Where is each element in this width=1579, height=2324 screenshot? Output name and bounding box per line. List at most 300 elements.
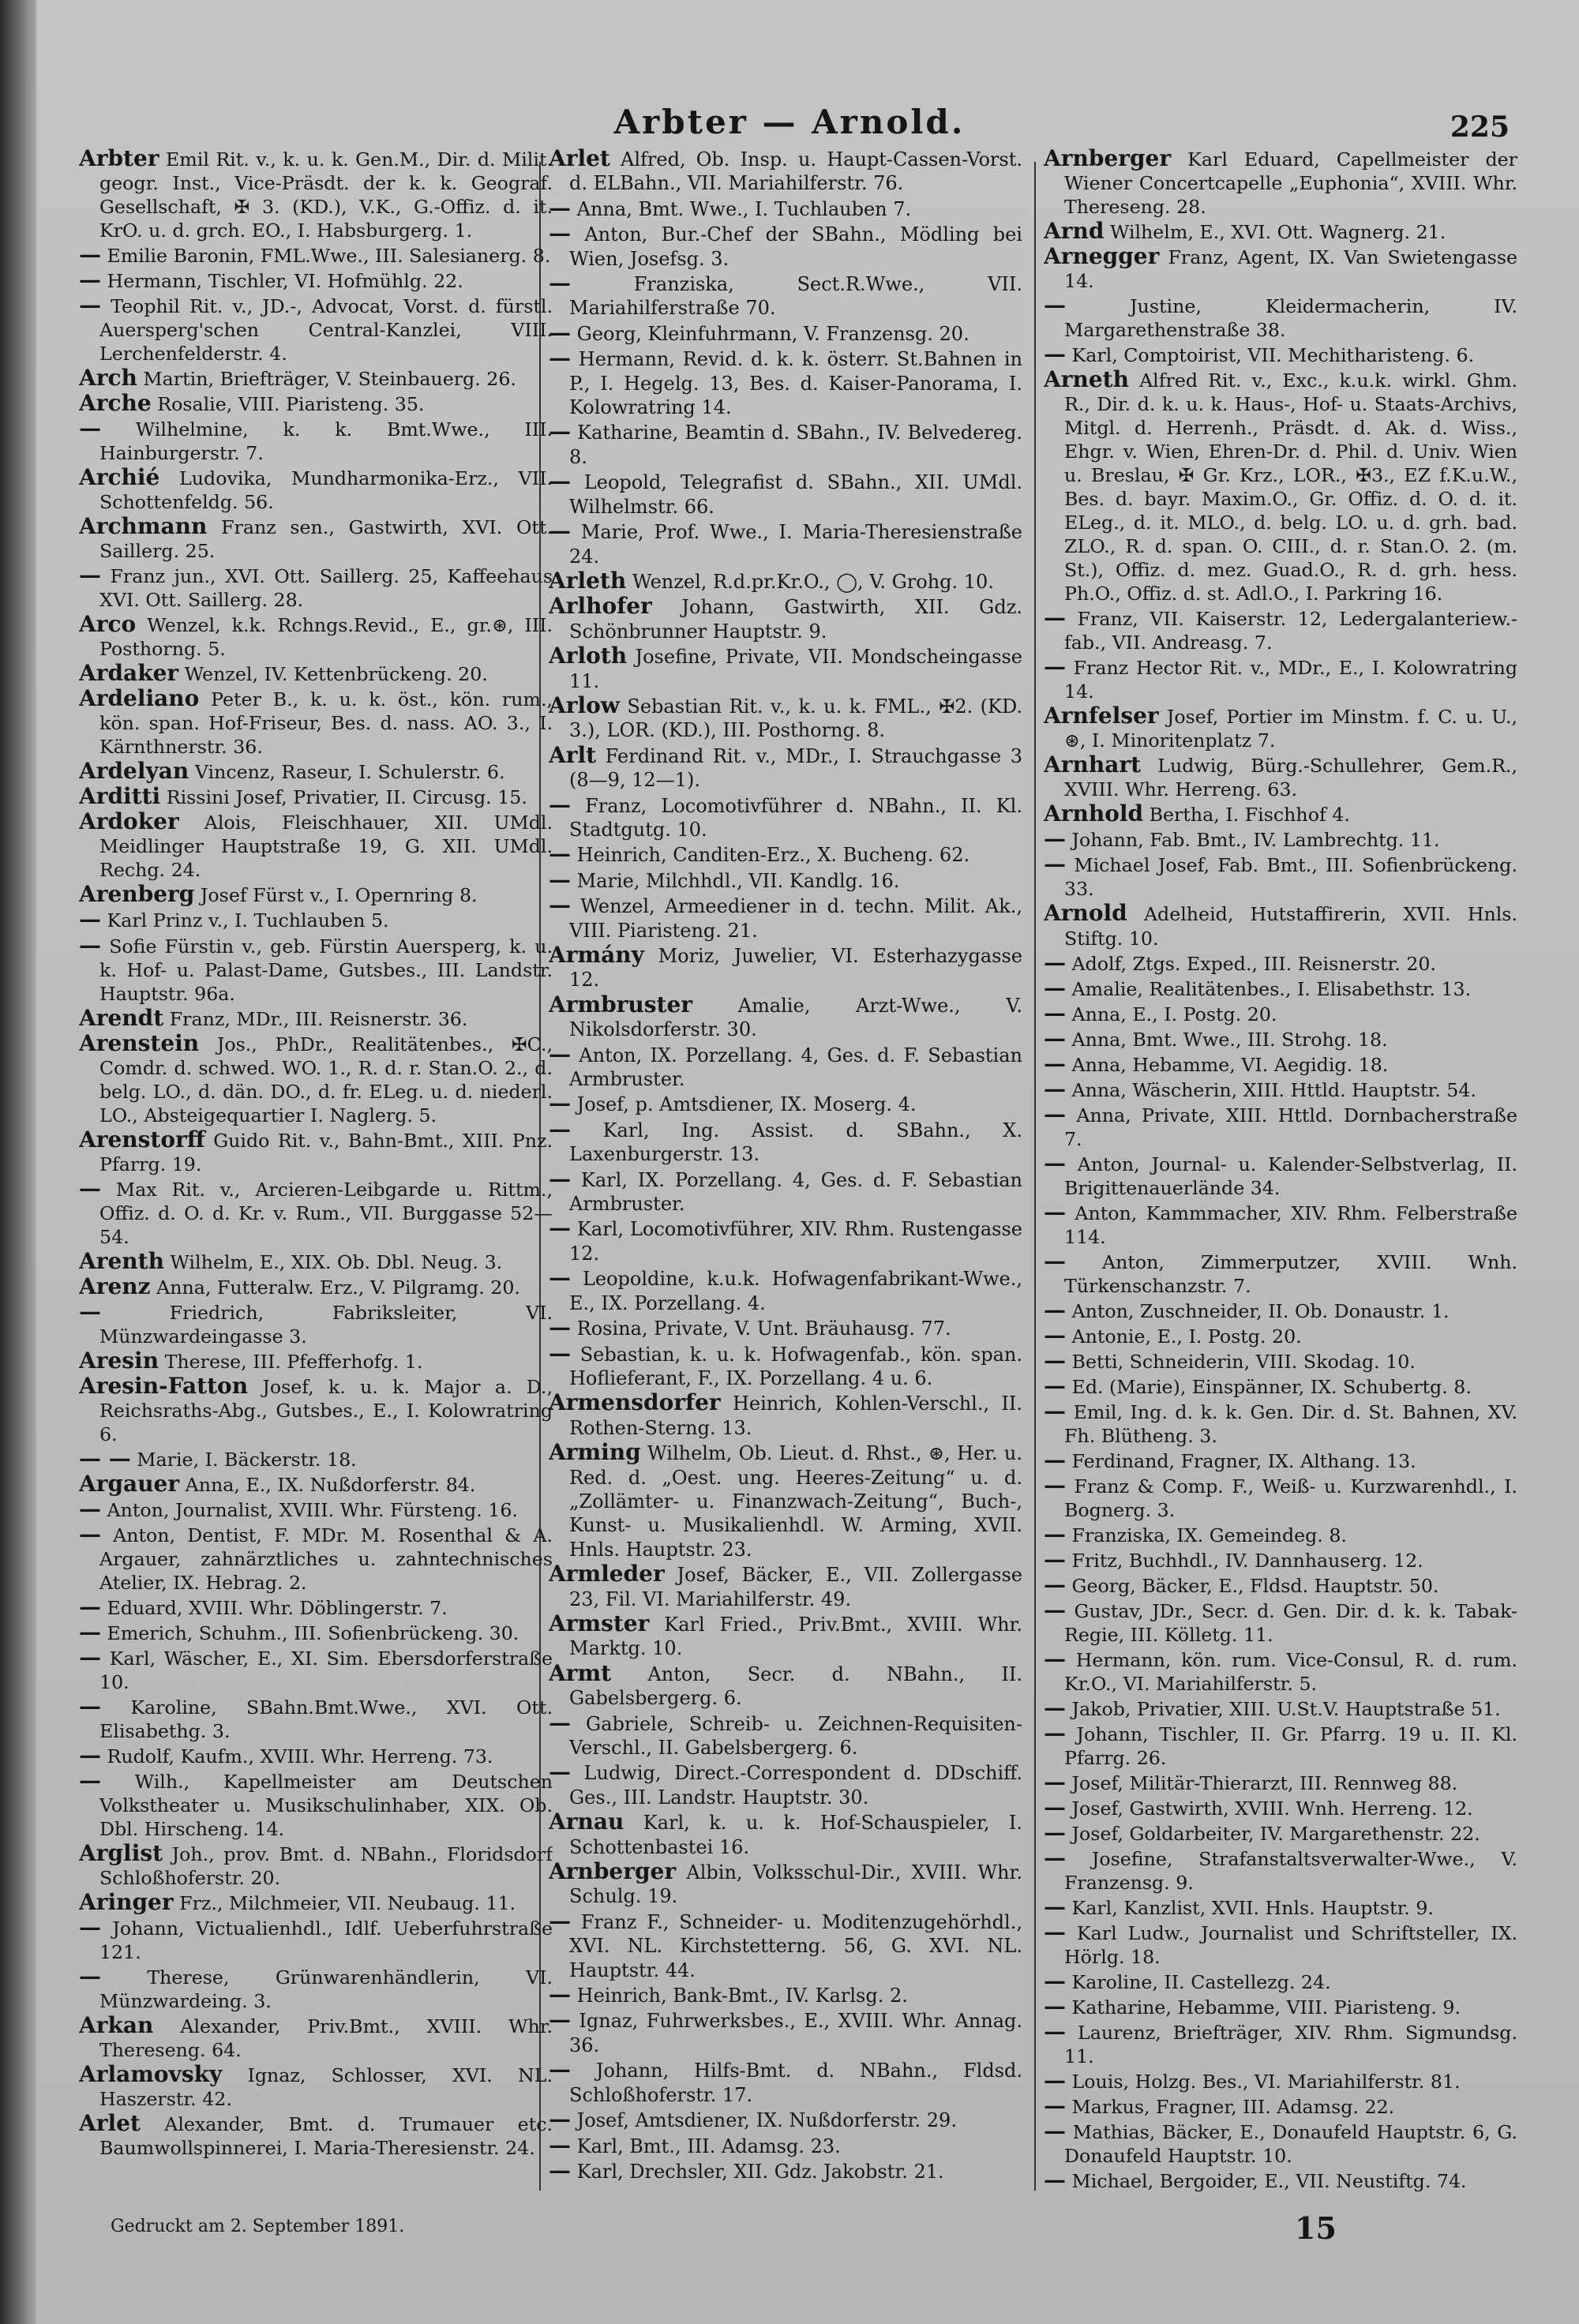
entry-details: Josefine, Strafanstaltsverwalter-Wwe., V. Franzensg. 9. [1064, 1848, 1517, 1895]
entry-surname: — [1044, 1894, 1066, 1921]
entry-surname: — [549, 1165, 571, 1192]
directory-entry [1044, 1895, 1517, 1920]
entry-surname: — [1044, 1347, 1066, 1374]
entry-details: Johann, Fab. Bmt., IV. Lambrechtg. 11. [1071, 829, 1440, 852]
entry-surname: — [79, 1298, 101, 1325]
directory-entry [79, 1595, 553, 1620]
directory-entry [549, 993, 1022, 1042]
entry-details: Josef, Amtsdiener, IX. Nußdorferstr. 29. [576, 2109, 957, 2132]
entry-details: Karl Eduard, Capellmeister der Wiener Concertcapelle „Euphonia“, XVIII. Whr. Thereseng. 28. [1064, 148, 1517, 219]
entry-details: Franz, VII. Kaiserstr. 12, Ledergalanteriew.-fab., VII. Andreasg. 7. [1064, 608, 1517, 654]
entry-surname: Ardeliano [79, 685, 200, 712]
directory-entry [79, 2014, 553, 2062]
directory-entry [1044, 1548, 1517, 1572]
directory-entry [549, 694, 1022, 743]
entry-details: Rudolf, Kaufm., XVIII. Whr. Herreng. 73. [107, 1745, 493, 1768]
directory-entry [1044, 1821, 1517, 1846]
directory-entry [549, 793, 1022, 842]
book-spine-shadow [0, 0, 36, 2324]
directory-entry [79, 1275, 553, 1299]
directory-entry [1044, 147, 1517, 219]
directory-entry [79, 810, 553, 882]
entry-surname: Arkan [79, 2012, 154, 2039]
entry-details: Ludwig, Direct.-Correspondent d. DDschiff. Ges., III. Landstr. Hauptstr. 30. [569, 1762, 1022, 1809]
entry-details: Karl Ludw., Journalist und Schriftsteller, IX. Hörlg. 18. [1064, 1922, 1517, 1969]
directory-entry [79, 515, 553, 563]
entry-details: Anton, Zuschneider, II. Ob. Donaustr. 1. [1071, 1299, 1450, 1322]
directory-entry [549, 1711, 1022, 1760]
directory-entry [549, 868, 1022, 893]
directory-entry [549, 420, 1022, 469]
directory-entry [549, 194, 1022, 221]
directory-entry [1044, 1647, 1517, 1696]
entry-surname: — [1044, 1075, 1066, 1102]
entry-details: Max Rit. v., Arcieren-Leibgarde u. Rittm., Offiz. d. O. d. Kr. v. Rum., VII. Burggasse 52—54. [99, 1178, 553, 1248]
directory-entry [549, 894, 1022, 943]
entry-details: Anton, Kammmacher, XIV. Rhm. Felberstraße 114. [1064, 1201, 1517, 1248]
entry-details: Franz, MDr., III. Reisnerstr. 36. [169, 1007, 468, 1030]
entry-surname: — [79, 292, 101, 319]
directory-entry [1044, 901, 1517, 950]
directory-entry [1044, 1921, 1517, 1969]
entry-surname: Arglist [79, 1840, 163, 1867]
entry-surname: — [549, 2157, 571, 2183]
entry-details: Emilie Baronin, FML.Wwe., III. Salesianerg. 8. [107, 245, 551, 268]
entry-details: Gabriele, Schreib- u. Zeichnen-Requisiten-Verschl., II. Gabelsbergerg. 6. [569, 1712, 1022, 1759]
entry-details: Wenzel, k.k. Rchngs.Revid., E., gr.⊛, III. Posthorng. 5. [99, 614, 553, 661]
directory-entry [549, 1342, 1022, 1391]
entry-surname: Arche [79, 390, 152, 417]
directory-entry [79, 1769, 553, 1841]
entry-surname: Arneth [1044, 366, 1129, 393]
entry-details: Anton, Bur.-Chef der SBahn., Mödling bei Wien, Josefsg. 3. [569, 223, 1022, 270]
directory-entry [1044, 655, 1517, 703]
directory-entry [79, 1965, 553, 2013]
entry-details: Josef, Militär-Thierarzt, III. Rennweg 88. [1071, 1772, 1458, 1795]
entry-surname: Armt [549, 1659, 612, 1686]
entry-details: Jakob, Privatier, XIII. U.St.V. Hauptstraße 51. [1071, 1697, 1501, 1720]
entry-details: Heinrich, Canditen-Erz., X. Bucheng. 62. [576, 844, 970, 867]
entry-surname: — [79, 1520, 101, 1547]
entry-details: Ferdinand Rit. v., MDr., I. Strauchgasse 3 (8—9, 12—1). [569, 744, 1022, 792]
entry-surname: — [1044, 1571, 1066, 1598]
entry-details: Anton, Journal- u. Kalender-Selbstverlag, II. Brigittenauerlände 34. [1064, 1153, 1517, 1199]
entry-surname: Arbter [79, 147, 159, 171]
directory-entry [79, 785, 553, 809]
entry-details: Franz F., Schneider- u. Moditenzugehörhdl., XVI. NL. Kirchstetterng. 56, G. XVI. NL. Hauptstr. 44. [569, 1910, 1022, 1981]
entry-details: Franz Hector Rit. v., MDr., E., I. Kolowratring 14. [1064, 657, 1517, 703]
entry-details: Wilhelm, E., XIX. Ob. Dbl. Neug. 3. [170, 1250, 503, 1273]
directory-entry [79, 1006, 553, 1031]
entry-details: Moriz, Juwelier, VI. Esterhazygasse 12. [569, 945, 1022, 991]
directory-entry [79, 1374, 553, 1446]
directory-entry [1044, 951, 1517, 976]
directory-entry [549, 519, 1022, 568]
entry-surname: — [549, 1115, 571, 1142]
entry-details: Eduard, XVIII. Whr. Döblingerstr. 7. [107, 1596, 448, 1619]
entry-details: Franz & Comp. F., Weiß- u. Kurzwarenhdl., I. Bognerg. 3. [1064, 1475, 1517, 1521]
entry-surname: — [549, 1040, 571, 1067]
entry-details: Josef Fürst v., I. Opernring 8. [200, 884, 478, 907]
entry-details: Sebastian, k. u. k. Hofwagenfab., kön. span. Hoflieferant, F., IX. Porzellang. 4 u. 6. [569, 1343, 1022, 1389]
entry-details: Antonie, E., I. Postg. 20. [1071, 1325, 1302, 1348]
entry-surname: — [79, 931, 101, 958]
entry-surname: Aresin-Fatton [79, 1372, 249, 1399]
entry-details: Peter B., k. u. k. öst., kön. rum., kön. span. Hof-Friseur, Bes. d. nass. AO. 3., I. Kärnthnerstr. 36. [99, 688, 553, 759]
entry-details: Franziska, IX. Gemeindeg. 8. [1071, 1524, 1347, 1546]
entry-surname: — [1044, 341, 1066, 368]
entry-surname: — — [79, 1445, 131, 1471]
entry-details: Vincenz, Raseur, I. Schulerstr. 6. [194, 761, 505, 784]
directory-entry [549, 1659, 1022, 1711]
directory-entry [549, 1092, 1022, 1116]
entry-details: Emerich, Schuhm., III. Sofienbrückeng. 30. [107, 1621, 519, 1644]
entry-surname: Argauer [79, 1470, 180, 1497]
entry-surname: Arditti [79, 783, 161, 810]
directory-entry [549, 569, 1022, 594]
entry-surname: — [1044, 2118, 1066, 2145]
directory-column-2 [549, 147, 1022, 2207]
entry-details: Ludovika, Mundharmonika-Erz., VII. Schottenfeldg. 56. [99, 467, 553, 514]
entry-surname: Arnhold [1044, 800, 1144, 827]
entry-details: Joh., prov. Bmt. d. NBahn., Floridsdorf Schloßhoferstr. 20. [99, 1843, 553, 1890]
page-number: 225 [1450, 111, 1510, 144]
directory-entry [1044, 2020, 1517, 2068]
directory-column-1 [79, 147, 553, 2207]
entry-surname: Aresin [79, 1347, 159, 1374]
entry-surname: — [549, 2106, 571, 2133]
directory-entry [549, 1983, 1022, 2007]
directory-entry [1044, 2094, 1517, 2119]
directory-entry [549, 1810, 1022, 1859]
entry-surname: — [1044, 1296, 1066, 1323]
directory-entry [549, 1115, 1022, 1167]
entry-surname: — [79, 1692, 101, 1719]
entry-surname: — [549, 1215, 571, 1242]
entry-surname: — [1044, 1919, 1066, 1946]
entry-surname: — [1044, 2067, 1066, 2094]
entry-details: Karl, Locomotivführer, XIV. Rhm. Rustengasse 12. [569, 1218, 1022, 1265]
entry-details: Emil, Ing. d. k. k. Gen. Dir. d. St. Bahnen, XV. Fh. Blütheng. 3. [1064, 1400, 1517, 1447]
directory-entry [549, 741, 1022, 793]
entry-details: Leopold, Telegrafist d. SBahn., XII. UMdl. Wilhelmstr. 66. [569, 471, 1022, 518]
entry-details: Michael Josef, Fab. Bmt., III. Sofienbrückeng. 33. [1064, 854, 1517, 901]
entry-details: Anna, Private, XIII. Httld. Dornbacherstraße 7. [1064, 1104, 1517, 1150]
entry-details: Adelheid, Hutstaffirerin, XVII. Hnls. Stiftg. 10. [1064, 903, 1517, 950]
directory-entry [79, 466, 553, 514]
entry-surname: Arenstorff [79, 1126, 205, 1153]
directory-entry [549, 1612, 1022, 1661]
directory-entry [549, 644, 1022, 693]
entry-details: Michael, Bergoider, E., VII. Neustiftg. 74. [1071, 2170, 1467, 2193]
entry-surname: — [1044, 1471, 1066, 1498]
entry-surname: Arming [549, 1439, 641, 1466]
directory-entry [1044, 1052, 1517, 1077]
directory-entry [549, 1165, 1022, 1216]
directory-entry [1044, 245, 1517, 293]
entry-surname: Armster [549, 1610, 650, 1636]
directory-entry [79, 1744, 553, 1768]
entry-surname: — [1044, 1397, 1066, 1424]
directory-entry [1044, 343, 1517, 367]
entry-surname: — [1044, 2019, 1066, 2045]
entry-details: Marie, Milchhdl., VII. Kandlg. 16. [576, 869, 900, 892]
entry-surname: — [1044, 1845, 1066, 1872]
entry-details: Johann, Tischler, II. Gr. Pfarrg. 19 u. II. Kl. Pfarrg. 26. [1064, 1723, 1517, 1770]
directory-entry [549, 1316, 1022, 1340]
entry-details: Josef, Bäcker, E., VII. Zollergasse 23, Fil. VI. Mariahilferstr. 49. [569, 1564, 1022, 1610]
entry-surname: — [1044, 1520, 1066, 1547]
entry-surname: — [549, 2007, 571, 2034]
directory-entry [1044, 1995, 1517, 2019]
entry-surname: Arlet [79, 2110, 141, 2137]
entry-details: Karl, Comptoirist, VII. Mechitharisteng. 6. [1071, 344, 1475, 367]
entry-details: Karl, Kanzlist, XVII. Hnls. Hauptstr. 9. [1071, 1897, 1434, 1920]
directory-entry [1044, 1397, 1517, 1448]
entry-surname: — [1044, 1446, 1066, 1473]
directory-entry [549, 943, 1022, 992]
directory-entry [79, 1177, 553, 1249]
entry-details: Franz jun., XVI. Ott. Saillerg. 25, Kaffeehaus XVI. Ott. Saillerg. 28. [99, 565, 553, 612]
directory-entry [549, 594, 1022, 643]
entry-surname: Armbruster [549, 991, 693, 1018]
directory-entry [549, 1907, 1022, 1982]
entry-details: Friedrich, Fabriksleiter, VI. Münzwardeingasse 3. [99, 1301, 553, 1348]
directory-entry [1044, 1520, 1517, 1547]
entry-surname: — [549, 1265, 571, 1291]
entry-details: Johann, Hilfs-Bmt. d. NBahn., Fldsd. Schloßhoferstr. 17. [569, 2060, 1022, 2106]
entry-details: Ed. (Marie), Einspänner, IX. Schubertg. 8. [1071, 1375, 1472, 1398]
entry-details: Anna, E., I. Postg. 20. [1071, 1003, 1277, 1025]
entry-details: Karl Fried., Priv.Bmt., XVIII. Whr. Marktg. 10. [569, 1613, 1022, 1660]
entry-details: Emil Rit. v., k. u. k. Gen.M., Dir. d. Milit. geogr. Inst., Vice-Präsdt. der k. k. Geograf. Gesellschaft, ✠ 3. (KD.), V.K., G.-Offiz. d. it. KrO. u. d. grch. EO., I. Habsburgerg. 1. [99, 148, 553, 242]
entry-surname: Arnegger [1044, 243, 1160, 270]
entry-surname: — [1044, 1993, 1066, 2020]
entry-surname: — [549, 1314, 571, 1341]
entry-surname: — [549, 1759, 571, 1786]
entry-details: Anna, Bmt. Wwe., I. Tuchlauben 7. [576, 197, 912, 220]
entry-details: Ludwig, Bürg.-Schullehrer, Gem.R., XVIII. Whr. Herreng. 63. [1064, 755, 1517, 801]
directory-entry [1044, 1149, 1517, 1200]
entry-surname: — [1044, 1968, 1066, 1995]
directory-entry [549, 1441, 1022, 1561]
entry-surname: Arenth [79, 1247, 164, 1274]
directory-entry [1044, 219, 1517, 244]
entry-details: Ignaz, Schlosser, XVI. NL. Haszerstr. 42. [99, 2064, 553, 2111]
entry-details: Rosalie, VIII. Piaristeng. 35. [157, 393, 425, 416]
directory-entry [79, 2063, 553, 2111]
entry-surname: Arleth [549, 567, 627, 594]
directory-entry [1044, 1349, 1517, 1374]
entry-details: Karoline, SBahn.Bmt.Wwe., XVI. Ott. Elisabethg. 3. [99, 1696, 553, 1742]
directory-entry [549, 1760, 1022, 1809]
entry-details: Martin, Briefträger, V. Steinbauerg. 26. [143, 368, 516, 391]
entry-surname: — [79, 1914, 101, 1941]
entry-surname: — [79, 562, 101, 589]
entry-surname: Ardoker [79, 808, 179, 835]
entry-details: Rissini Josef, Privatier, II. Circusg. 15. [166, 786, 527, 809]
entry-details: Josef, Goldarbeiter, IV. Margarethenstr. 22. [1071, 1823, 1480, 1846]
entry-surname: — [1044, 1321, 1066, 1348]
directory-entry [79, 294, 553, 365]
entry-surname: Arenstein [79, 1029, 200, 1056]
entry-surname: — [1044, 1769, 1066, 1796]
directory-entry [1044, 1075, 1517, 1102]
entry-surname: — [1044, 1645, 1066, 1672]
directory-entry [1044, 1573, 1517, 1598]
entry-details: Karl, IX. Porzellang. 4, Ges. d. F. Sebastian Armbruster. [569, 1168, 1022, 1216]
entry-surname: — [1044, 974, 1066, 1001]
entry-details: Anton, Journalist, XVIII. Whr. Fürsteng. 16. [107, 1498, 518, 1521]
entry-details: Wilhelm, E., XVI. Ott. Wagnerg. 21. [1109, 221, 1446, 244]
entry-surname: — [1044, 2167, 1066, 2194]
directory-entry [1044, 1198, 1517, 1249]
entry-details: Wenzel, R.d.pr.Kr.O., ◯, V. Grohg. 10. [632, 570, 994, 593]
entry-surname: — [1044, 1050, 1066, 1077]
entry-surname: — [549, 866, 571, 893]
directory-entry [1044, 1796, 1517, 1820]
directory-entry [79, 1029, 553, 1127]
entry-surname: Arlt [549, 741, 597, 768]
entry-surname: Aringer [79, 1889, 174, 1916]
entry-details: Amalie, Realitätenbes., I. Elisabethstr. 13. [1071, 977, 1472, 1000]
directory-entry [1044, 1722, 1517, 1770]
directory-entry [549, 1860, 1022, 1909]
directory-entry [79, 1497, 553, 1522]
entry-surname: — [1044, 1025, 1066, 1051]
entry-details: Georg, Kleinfuhrmann, V. Franzensg. 20. [576, 322, 970, 345]
entry-surname: — [1044, 999, 1066, 1026]
entry-details: Anna, Hebamme, VI. Aegidig. 18. [1071, 1053, 1389, 1076]
directory-entry [1044, 1771, 1517, 1795]
entry-surname: — [549, 791, 571, 818]
entry-details: Markus, Fragner, III. Adamsg. 22. [1071, 2096, 1395, 2119]
entry-details: Rosina, Private, V. Unt. Bräuhausg. 77. [576, 1318, 951, 1340]
entry-details: Hermann, Revid. d. k. k. österr. St.Bahnen in P., I. Hegelg. 13, Bes. d. Kaiser-Panorama, I. Kolowratring 14. [569, 348, 1022, 419]
entry-surname: — [549, 194, 571, 221]
directory-entry [79, 1916, 553, 1964]
directory-entry [79, 268, 553, 293]
entry-details: Bertha, I. Fischhof 4. [1149, 804, 1350, 827]
entry-surname: — [549, 319, 571, 346]
entry-details: Sebastian Rit. v., k. u. k. FML., ✠2. (KD. 3.), LOR. (KD.), III. Posthorng. 8. [569, 695, 1022, 742]
entry-details: Ignaz, Fuhrwerksbes., E., XVIII. Whr. Annag. 36. [569, 2010, 1022, 2056]
entry-surname: — [549, 1090, 571, 1117]
directory-entry [549, 2108, 1022, 2132]
entry-details: Josef, Portier im Minstm. f. C. u. U., ⊛, I. Minoritenplatz 7. [1064, 706, 1517, 752]
directory-entry [79, 1842, 553, 1890]
entry-surname: — [79, 1175, 101, 1201]
directory-entry [1044, 853, 1517, 901]
entry-surname: Ardelyan [79, 758, 189, 785]
directory-entry [79, 1646, 553, 1694]
entry-details: Georg, Bäcker, E., Fldsd. Hauptstr. 50. [1071, 1574, 1439, 1597]
entry-details: Leopoldine, k.u.k. Hofwagenfabrikant-Wwe., E., IX. Porzellang. 4. [569, 1268, 1022, 1314]
entry-details: Karl Prinz v., I. Tuchlauben 5. [107, 909, 389, 932]
entry-surname: — [1044, 1198, 1066, 1225]
entry-details: Laurenz, Briefträger, XIV. Rhm. Sigmundsg. 11. [1064, 2022, 1517, 2068]
entry-surname: — [549, 2131, 571, 2158]
directory-entry [549, 470, 1022, 519]
entry-details: Franziska, Sect.R.Wwe., VII. Mariahilferstraße 70. [569, 273, 1022, 320]
directory-entry [79, 1472, 553, 1497]
directory-entry [549, 1040, 1022, 1092]
entry-surname: Arnd [1044, 218, 1105, 245]
entry-details: Guido Rit. v., Bahn-Bmt., XIII. Pnz. Pfarrg. 19. [99, 1129, 553, 1175]
entry-surname: — [549, 270, 571, 297]
entry-surname: — [549, 1709, 571, 1736]
entry-details: Anna, Wäscherin, XIII. Httld. Hauptstr. 54. [1071, 1078, 1476, 1101]
directory-entry [549, 1216, 1022, 1265]
directory-entry [79, 1520, 553, 1595]
entry-surname: — [1044, 1100, 1066, 1127]
entry-details: Adolf, Ztgs. Exped., III. Reisnerstr. 20. [1071, 952, 1436, 975]
directory-entry [549, 1562, 1022, 1611]
directory-entry [79, 147, 553, 242]
directory-column-3 [1044, 147, 1517, 2207]
entry-details: Alfred Rit. v., Exc., k.u.k. wirkl. Ghm. R., Dir. d. k. u. k. Haus-, Hof- u. Staats-Archivs, Mitgl. d. Herrenh., Präsdt. d. Ak. d. Wiss., Ehgr. v. Wien, Ehren-Dr. d. Phil. d. Univ. Wien u. Breslau, ✠ Gr. Krz., LOR., ✠3., EZ f.K.u.W., Bes. d. bayr. Maxim.O., Gr. Offiz. d. O. d. it. ELeg., d. it. MLO., d. belg. LO. u. d. grh. bad. ZLO., R. d. span. O. CIII., d. r. Stan.O. 2. (m. St.), Offiz. d. mez. Guad.O., R. d. grh. hess. Ph.O., Offiz. d. st. Adl.O., I. Parkring 16. [1064, 369, 1517, 605]
directory-entry [79, 417, 553, 465]
entry-details: Karl, Drechsler, XII. Gdz. Jakobstr. 21. [576, 2160, 944, 2183]
entry-surname: — [549, 220, 571, 247]
entry-details: Ferdinand, Fragner, IX. Althang. 13. [1071, 1449, 1416, 1472]
entry-details: Katharine, Beamtin d. SBahn., IV. Belvedereg. 8. [569, 422, 1022, 468]
directory-entry [1044, 802, 1517, 827]
entry-details: Therese, Grünwarenhändlerin, VI. Münzwardeing. 3. [99, 1966, 553, 2013]
entry-surname: — [549, 841, 571, 868]
entry-details: Karl, k. u. k. Hof-Schauspieler, I. Schottenbastei 16. [569, 1812, 1022, 1858]
entry-details: Josef, p. Amtsdiener, IX. Moserg. 4. [576, 1093, 917, 1116]
directory-entry [1044, 753, 1517, 801]
entry-details: Alexander, Priv.Bmt., XVIII. Whr. Thereseng. 64. [99, 2015, 553, 2062]
entry-details: Anton, Secr. d. NBahn., II. Gabelsbergerg. 6. [569, 1662, 1022, 1710]
entry-surname: Ardaker [79, 660, 179, 687]
directory-entry [1044, 1471, 1517, 1522]
directory-entry [1044, 2168, 1517, 2193]
entry-details: Alexander, Bmt. d. Trumauer etc. Baumwollspinnerei, I. Maria-Theresienstr. 24. [99, 2113, 553, 2160]
entry-surname: — [1044, 851, 1066, 878]
entry-surname: Arco [79, 611, 137, 638]
entry-details: Anton, Dentist, F. MDr. M. Rosenthal & A. Argauer, zahnärztliches u. zahntechnisches Atelier, IX. Hebrag. 2. [99, 1524, 553, 1594]
entry-details: Heinrich, Bank-Bmt., IV. Karlsg. 2. [576, 1985, 908, 2007]
entry-surname: Arenberg [79, 881, 195, 908]
entry-details: Karl, Ing. Assist. d. SBahn., X. Laxenburgerstr. 13. [569, 1119, 1022, 1166]
directory-entry [79, 931, 553, 1006]
entry-details: Johann, Gastwirth, XII. Gdz. Schönbrunner Hauptstr. 9. [569, 596, 1022, 643]
entry-surname: Arenz [79, 1273, 151, 1299]
entry-surname: Arnau [549, 1809, 624, 1835]
entry-surname: — [1044, 2093, 1066, 2120]
entry-details: Mathias, Bäcker, E., Donaufeld Hauptstr. 6, G. Donaufeld Hauptstr. 10. [1064, 2121, 1517, 2168]
entry-surname: Arendt [79, 1004, 164, 1031]
entry-details: Anna, Futteralw. Erz., V. Pilgramg. 20. [156, 1276, 520, 1299]
entry-details: Louis, Holzg. Bes., VI. Mariahilferstr. 81. [1071, 2071, 1461, 2093]
directory-entry [79, 759, 553, 784]
entry-surname: — [79, 906, 101, 933]
entry-details: Marie, I. Bäckerstr. 18. [137, 1448, 357, 1471]
entry-details: Franz, Locomotivführer d. NBahn., II. Kl. Stadtgutg. 10. [569, 794, 1022, 841]
entry-details: Frz., Milchmeier, VII. Neubaug. 11. [179, 1892, 516, 1915]
entry-surname: Arlow [549, 692, 620, 718]
entry-surname: — [1044, 826, 1066, 853]
entry-surname: — [1044, 1720, 1066, 1746]
entry-details: Wenzel, IV. Kettenbrückeng. 20. [184, 663, 488, 686]
directory-entry [1044, 1446, 1517, 1473]
entry-details: Jos., PhDr., Realitätenbes., ✠C., Comdr. d. schwed. WO. 1., R. d. r. Stan.O. 2., d. belg. LO., d. dän. DO., d. fr. ELeg. u. d. niederl. LO., Absteigequartier I. Naglerg. 5. [99, 1033, 553, 1126]
entry-surname: — [1044, 1596, 1066, 1623]
entry-surname: Arnold [1044, 900, 1127, 927]
entry-surname: — [79, 1593, 101, 1620]
